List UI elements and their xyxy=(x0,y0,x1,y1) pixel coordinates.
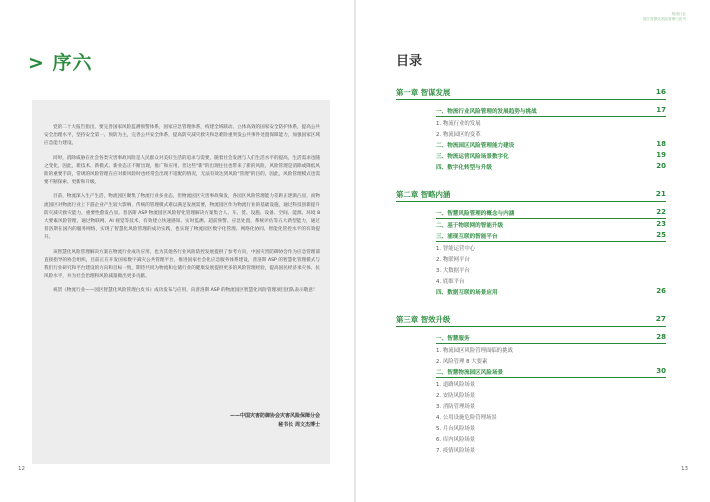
toc-subitem[interactable] xyxy=(436,242,666,253)
toc-subitem[interactable] xyxy=(436,422,666,433)
left-page xyxy=(0,0,354,502)
toc-chapter-page: 21 xyxy=(655,189,666,198)
preface-paragraph: 该智慧化风险管理解决方案在物流行业成功应用，也为其他各行业风险防控发展提供了参考方向，中国灾害防御协会作为应急管理部直接指导的协会组织，目前正在开发国家数字减灾公共管理平台，推进国家社会化应急服务体系建设，普洛斯 ASP 的智慧化管理模式与我们行业研究和平台建设的方向和目标一致，期待共同为物流和仓储行业的健康发展提供更多的风险管理经验，提高国民经济承灾体、抗风险水平，并为社会治理和风险减量做出更多贡献。 xyxy=(44,249,320,280)
toc-subitem-label: 7. 疫情风险场景 xyxy=(436,448,476,454)
toc-subitem[interactable] xyxy=(436,389,666,400)
toc-subitem-label: 4. 底维平台 xyxy=(436,279,465,285)
toc-section[interactable] xyxy=(436,150,666,161)
toc-section-page: 20 xyxy=(656,162,666,170)
toc-section-page: 28 xyxy=(656,333,666,341)
running-header-line2: 园区智慧化风险管理白皮书 xyxy=(642,17,686,21)
toc-section-label: 一、物流行业风险管理的发展趋势与挑战 xyxy=(436,109,537,115)
toc-section-label: 一、智慧服务 xyxy=(436,336,470,342)
toc-section[interactable] xyxy=(436,219,666,230)
toc-section-label: 一、智慧风险管理的概念与内涵 xyxy=(436,211,515,217)
toc-subitem-label: 3. 消防管理场景 xyxy=(436,404,476,410)
toc-subitem[interactable] xyxy=(436,400,666,411)
toc-subitem[interactable] xyxy=(436,378,666,389)
toc-section[interactable] xyxy=(436,139,666,150)
toc-section[interactable] xyxy=(436,230,666,242)
toc-subitem[interactable] xyxy=(436,253,666,264)
toc-subitem[interactable] xyxy=(436,355,666,366)
toc-section[interactable] xyxy=(436,105,666,117)
toc-section-label: 四、数字化转型与升级 xyxy=(436,165,492,171)
toc-section-label: 二、物流园区风险管理能力建设 xyxy=(436,143,515,149)
toc-section-label: 四、数据互联的场景应用 xyxy=(436,290,498,296)
toc-subitem[interactable] xyxy=(436,128,666,139)
toc-section-page: 30 xyxy=(656,367,666,375)
toc-chapter[interactable] xyxy=(396,86,666,100)
toc-chapter-label: 第一章 智谋发展 xyxy=(396,88,451,97)
page-number-left: 12 xyxy=(18,466,25,472)
preface-paragraph: 党的二十大报告指出，要完善国家风险监测预警体系，国家应急管理体系，构建全域联动、立体高效的国家安全防护体系，提高公共安全治理水平，坚持安全第一、预防为主，完善公共安全体系，提高防灾减灾救灾和急难险重突发公共事件处置保障能力，加强国家区域应急能力建设。 xyxy=(44,125,320,147)
toc-subitem-label: 2. 物流园区的变革 xyxy=(436,132,481,138)
toc-subitem-label: 2. 物联网平台 xyxy=(436,257,470,263)
preface-paragraph: 祝贺《物流行业——园区智慧化风险管理白皮书》成功发布与应用，向普洛斯 ASP 的物流园区智慧化风险管理项目团队表示敬意！ xyxy=(53,288,318,294)
page-number-right: 13 xyxy=(681,466,688,472)
toc-subitem[interactable] xyxy=(436,264,666,275)
toc-section-page: 22 xyxy=(656,208,666,216)
toc-section-label: 二、基于物联网的智能升级 xyxy=(436,223,504,229)
toc-chapter[interactable] xyxy=(396,313,666,327)
toc-chapter[interactable] xyxy=(396,188,666,202)
running-header-line1: 物流行业 xyxy=(671,12,686,16)
preface-paragraph: 目前，物流深入生产生活，物流园区聚集了物流行业多业态，但物流园区灾害事故频发，各园区风险管理能力差距正逐渐凸显，而物流园区对物流行业上下游企业产生较大影响，传统的管理模式难以满足发展需要，物流园区作为物流行业的基础设施，通过科技创新提升防灾减灾救灾能力，重要性愈发凸显。普洛斯 ASP 物流园区风险智化管理解决方案集合人、车、货、设施、设备、空间、能源、环境 8 大要素风险管理，通过物联网、AI 视觉等技术，有效建立快速感知、实时监测、超前预警、应急处置、系统评估等五大新型能力，通过普洛斯在国内的服务网络，实现了智慧化风险管理的成功实践，也实现了物流园区数字化管理、网络化协同、智能化管控水平的有效提升。 xyxy=(44,194,320,241)
toc-subitem-label: 1. 道路风险场景 xyxy=(436,382,476,388)
toc-subitem-label: 4. 公用设施危险管理场景 xyxy=(436,415,497,421)
toc-section-page: 17 xyxy=(656,106,666,114)
toc-section-page: 18 xyxy=(656,140,666,148)
toc-subitem-label: 1. 智能运营中心 xyxy=(436,246,476,252)
toc-section-page: 26 xyxy=(656,287,666,295)
toc-subitem-label: 1. 物流行业的发展 xyxy=(436,121,481,127)
toc-section[interactable] xyxy=(436,366,666,378)
toc-subitem[interactable] xyxy=(436,117,666,128)
toc-chapter-label: 第二章 智略内涵 xyxy=(396,190,451,199)
toc-section[interactable] xyxy=(436,286,666,297)
toc-title: 目录 xyxy=(396,54,423,69)
toc-section[interactable] xyxy=(436,207,666,219)
toc-chapter-page: 16 xyxy=(655,87,666,96)
toc-subitem-label: 2. 风险管理 8 大要素 xyxy=(436,359,488,365)
toc-subitem[interactable] xyxy=(436,444,666,455)
toc-subitem[interactable] xyxy=(436,344,666,355)
signature-organization: ——中国灾害防御协会灾害风险保障分会 xyxy=(229,413,320,419)
toc-section-page: 19 xyxy=(656,151,666,159)
toc-subitem-label: 3. 大数据平台 xyxy=(436,268,470,274)
preface-paragraph: 同时，消除威胁在社会各类灾害事故风险是人民群众对美好生活的追求与需要，随着社会发展与人们生活水平的提高，生活需求也随之变化，因此，新技术、新模式、新业态正不断出现，推广和应用，但这些"新"的出现往往也带来了新的风险，风险管理是消除或降低风险的重要手段，常规的风险管理在应对新风险时也经常会出现不适配的情况，无法有效达到风险"管理"的目的，因此，风险管理模式也需要不断探索、更新和升级。 xyxy=(44,155,320,186)
toc-section-label: 三、物流运营风险场景数字化 xyxy=(436,154,509,160)
toc-subitem-label: 1. 物流园区风险管理面临的挑战 xyxy=(436,348,513,354)
toc-section-page: 23 xyxy=(656,220,666,228)
toc-section-label: 三、浦现互联的智能平台 xyxy=(436,234,498,240)
toc-section[interactable] xyxy=(436,332,666,344)
signature-name: 秘书长 周文杰博士 xyxy=(278,422,320,428)
toc-chapter-page: 27 xyxy=(655,314,666,323)
toc-subitem-label: 5. 月台风险场景 xyxy=(436,426,476,432)
toc-subitem-label: 2. 安防风险场景 xyxy=(436,393,476,399)
signature xyxy=(120,412,320,430)
toc-chapter-label: 第三章 智效升级 xyxy=(396,315,451,324)
preface-title: > 序六 xyxy=(28,52,93,74)
running-header xyxy=(643,12,686,22)
toc-subitem[interactable] xyxy=(436,275,666,286)
toc-chapter-spacer xyxy=(396,172,666,188)
toc-subitem[interactable] xyxy=(436,433,666,444)
table-of-contents xyxy=(396,86,666,455)
toc-subitem[interactable] xyxy=(436,411,666,422)
toc-chapter-spacer xyxy=(396,297,666,313)
toc-section[interactable] xyxy=(436,161,666,172)
toc-subitem-label: 6. 库内风险场景 xyxy=(436,437,476,443)
right-page xyxy=(356,0,710,502)
toc-section-page: 25 xyxy=(656,231,666,239)
toc-section-label: 二、智慧物流园区风险场景 xyxy=(436,370,504,376)
preface-text xyxy=(44,124,320,302)
